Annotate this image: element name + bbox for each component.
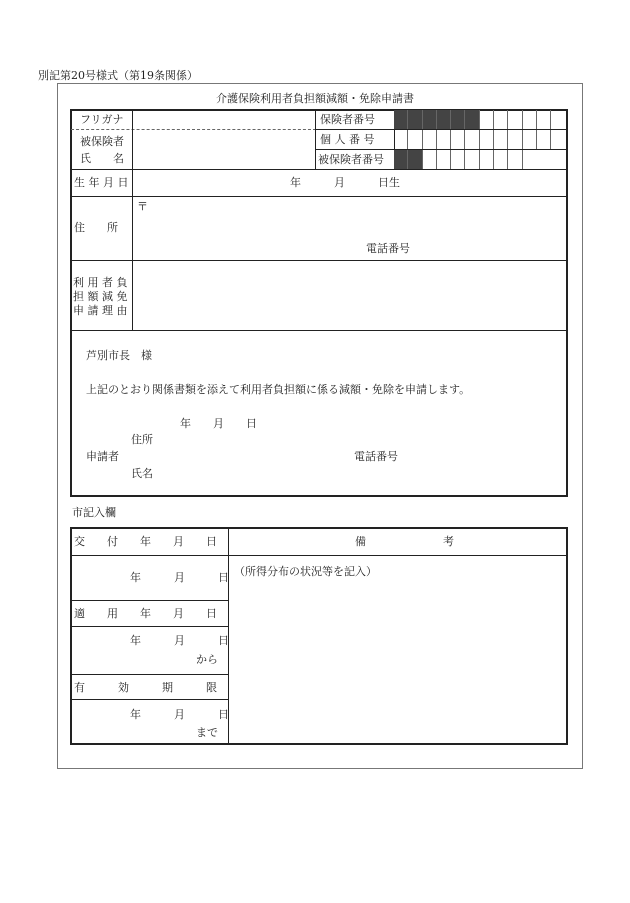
valid-date-field[interactable]: 年 月 日	[130, 708, 229, 721]
individual-number-grid[interactable]	[394, 130, 566, 149]
address-label: 住 所	[74, 221, 118, 234]
insured-number-label: 被保険者番号	[318, 153, 384, 166]
remarks-label: 備 考	[355, 535, 454, 548]
reason-field[interactable]	[134, 262, 564, 328]
insured-number-grid[interactable]	[394, 150, 537, 169]
insurer-number-grid[interactable]	[394, 110, 566, 129]
divider	[71, 674, 228, 675]
phone-label: 電話番号	[366, 242, 410, 255]
reason-label-3: 申 請 理 由	[73, 304, 128, 317]
dob-label: 生 年 月 日	[74, 176, 129, 189]
furigana-field[interactable]	[134, 110, 314, 129]
postal-mark: 〒	[137, 200, 148, 213]
divider	[71, 260, 567, 261]
divider	[71, 330, 567, 331]
divider	[71, 555, 567, 556]
insured-name-label: 被保険者	[80, 135, 124, 148]
valid-period-label: 有 効 期 限	[74, 681, 217, 694]
issue-date-field[interactable]: 年 月 日	[130, 571, 229, 584]
furigana-divider	[71, 129, 316, 130]
label-column-divider	[132, 110, 133, 330]
divider	[71, 699, 228, 700]
individual-number-label: 個 人 番 号	[320, 133, 375, 146]
divider	[71, 169, 567, 170]
form-title: 介護保険利用者負担額減額・免除申請書	[216, 92, 414, 105]
issue-date-label: 交 付 年 月 日	[74, 535, 217, 548]
address-field[interactable]	[150, 198, 560, 258]
divider	[71, 626, 228, 627]
office-section-title: 市記入欄	[72, 506, 116, 519]
applicant-name-label: 氏名	[131, 467, 153, 480]
applicant-label: 申請者	[86, 450, 119, 463]
applicant-phone-label: 電話番号	[354, 450, 398, 463]
reason-label-1: 利 用 者 負	[73, 276, 128, 289]
insured-name-field[interactable]	[134, 131, 314, 168]
until-label: まで	[196, 726, 218, 739]
divider	[71, 196, 567, 197]
from-label: から	[196, 653, 218, 666]
furigana-label: フリガナ	[80, 113, 124, 126]
request-text: 上記のとおり関係書類を添えて利用者負担額に係る減額・免除を申請します。	[86, 383, 471, 396]
insurer-number-label: 保険者番号	[320, 113, 375, 126]
remarks-field[interactable]	[230, 582, 565, 742]
apply-date-field[interactable]: 年 月 日	[130, 634, 229, 647]
form-number: 別記第20号様式（第19条関係）	[38, 69, 198, 82]
addressee: 芦別市長 様	[86, 349, 152, 362]
application-date[interactable]: 年 月 日	[180, 417, 257, 430]
dob-value[interactable]: 年 月 日生	[290, 176, 400, 189]
applicant-address-label: 住所	[131, 433, 153, 446]
apply-date-label: 適 用 年 月 日	[74, 607, 217, 620]
remarks-note: （所得分布の状況等を記入）	[234, 565, 377, 578]
divider	[71, 600, 228, 601]
insured-name-label-2: 氏 名	[80, 152, 124, 165]
reason-label-2: 担 額 減 免	[73, 290, 128, 303]
column-divider	[315, 110, 316, 169]
